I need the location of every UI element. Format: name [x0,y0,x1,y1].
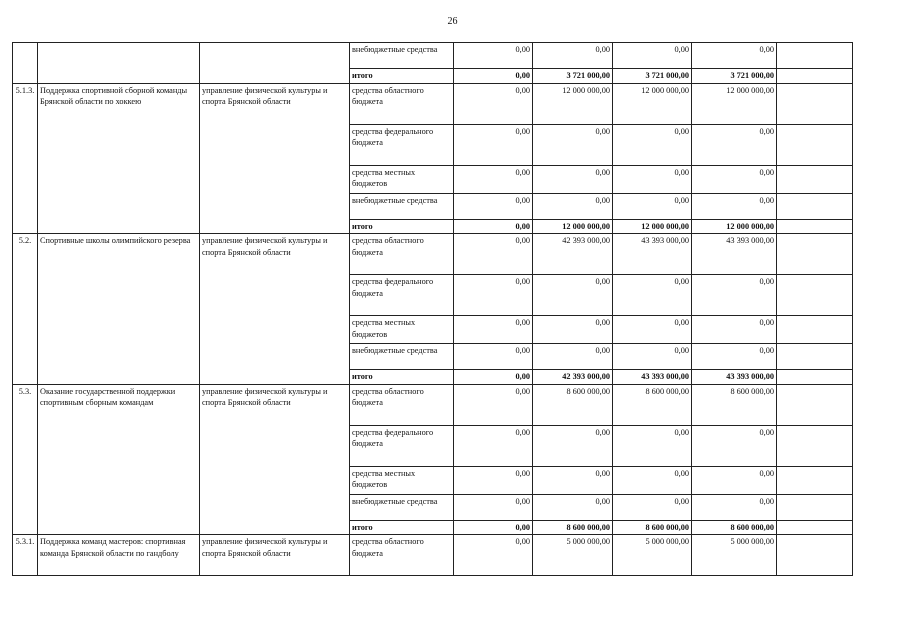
page-number: 26 [447,16,458,27]
empty-cell [777,83,853,124]
amount-cell-1: 0,00 [454,520,533,535]
amount-cell-2: 12 000 000,00 [533,83,613,124]
amount-cell-2: 0,00 [533,165,613,193]
amount-cell-1: 0,00 [454,384,533,425]
funding-source: средства федерального бюджета [350,275,454,316]
amount-cell-1: 0,00 [454,43,533,69]
amount-cell-4: 0,00 [692,494,777,520]
amount-cell-1: 0,00 [454,316,533,344]
amount-cell-4: 0,00 [692,316,777,344]
amount-cell-4: 8 600 000,00 [692,520,777,535]
item-code: 5.3.1. [13,535,38,576]
amount-cell-3: 0,00 [613,275,692,316]
amount-cell-4: 0,00 [692,193,777,219]
empty-cell [777,494,853,520]
amount-cell-2: 12 000 000,00 [533,219,613,234]
amount-cell-4: 0,00 [692,275,777,316]
amount-cell-3: 5 000 000,00 [613,535,692,576]
amount-cell-1: 0,00 [454,69,533,84]
amount-cell-3: 0,00 [613,124,692,165]
item-name: Спортивные школы олимпийского резерва [38,234,200,385]
amount-cell-3: 3 721 000,00 [613,69,692,84]
item-code: 5.1.3. [13,83,38,234]
funding-source: итого [350,219,454,234]
empty-cell [777,69,853,84]
funding-source: внебюджетные средства [350,193,454,219]
empty-cell [777,43,853,69]
amount-cell-2: 8 600 000,00 [533,520,613,535]
amount-cell-1: 0,00 [454,83,533,124]
amount-cell-2: 8 600 000,00 [533,384,613,425]
amount-cell-1: 0,00 [454,275,533,316]
amount-cell-3: 8 600 000,00 [613,384,692,425]
amount-cell-1: 0,00 [454,425,533,466]
empty-cell [777,425,853,466]
empty-cell [777,193,853,219]
amount-cell-2: 0,00 [533,43,613,69]
amount-cell-2: 0,00 [533,466,613,494]
empty-cell [777,316,853,344]
funding-source: внебюджетные средства [350,344,454,370]
empty-cell [777,384,853,425]
item-executor: управление физической культуры и спорта Брянской области [200,234,350,385]
amount-cell-2: 42 393 000,00 [533,234,613,275]
amount-cell-3: 0,00 [613,344,692,370]
amount-cell-3: 0,00 [613,494,692,520]
amount-cell-4: 8 600 000,00 [692,384,777,425]
amount-cell-2: 0,00 [533,193,613,219]
amount-cell-3: 0,00 [613,43,692,69]
amount-cell-4: 0,00 [692,165,777,193]
amount-cell-1: 0,00 [454,344,533,370]
amount-cell-2: 0,00 [533,275,613,316]
funding-source: средства областного бюджета [350,83,454,124]
amount-cell-2: 0,00 [533,425,613,466]
item-name: Поддержка команд мастеров: спортивная команда Брянской области по гандболу [38,535,200,576]
amount-cell-3: 0,00 [613,466,692,494]
amount-cell-1: 0,00 [454,165,533,193]
amount-cell-1: 0,00 [454,234,533,275]
funding-source: средства местных бюджетов [350,466,454,494]
amount-cell-2: 0,00 [533,124,613,165]
amount-cell-4: 0,00 [692,466,777,494]
amount-cell-4: 5 000 000,00 [692,535,777,576]
item-name: Поддержка спортивной сборной команды Брянской области по хоккею [38,83,200,234]
table-row [13,384,853,425]
amount-cell-3: 43 393 000,00 [613,370,692,385]
budget-table-body [13,43,853,576]
item-executor: управление физической культуры и спорта Брянской области [200,83,350,234]
amount-cell-4: 0,00 [692,425,777,466]
funding-source: средства областного бюджета [350,535,454,576]
funding-source: средства областного бюджета [350,384,454,425]
amount-cell-4: 43 393 000,00 [692,370,777,385]
empty-cell [777,219,853,234]
amount-cell-4: 0,00 [692,43,777,69]
amount-cell-2: 5 000 000,00 [533,535,613,576]
amount-cell-4: 12 000 000,00 [692,219,777,234]
amount-cell-3: 0,00 [613,316,692,344]
funding-source: средства местных бюджетов [350,165,454,193]
amount-cell-1: 0,00 [454,219,533,234]
amount-cell-3: 8 600 000,00 [613,520,692,535]
amount-cell-1: 0,00 [454,193,533,219]
amount-cell-2: 42 393 000,00 [533,370,613,385]
empty-cell [777,165,853,193]
amount-cell-4: 3 721 000,00 [692,69,777,84]
amount-cell-3: 43 393 000,00 [613,234,692,275]
empty-cell [777,124,853,165]
amount-cell-2: 0,00 [533,316,613,344]
item-code: 5.2. [13,234,38,385]
empty-cell [777,234,853,275]
amount-cell-4: 0,00 [692,344,777,370]
amount-cell-1: 0,00 [454,494,533,520]
amount-cell-3: 12 000 000,00 [613,83,692,124]
amount-cell-2: 0,00 [533,494,613,520]
amount-cell-3: 0,00 [613,165,692,193]
empty-cell [777,370,853,385]
amount-cell-1: 0,00 [454,124,533,165]
funding-source: внебюджетные средства [350,43,454,69]
amount-cell-1: 0,00 [454,370,533,385]
empty-cell [777,344,853,370]
table-row [13,535,853,576]
funding-source: средства федерального бюджета [350,124,454,165]
item-name: Оказание государственной поддержки спортивным сборным командам [38,384,200,535]
empty-cell [777,535,853,576]
amount-cell-4: 12 000 000,00 [692,83,777,124]
item-executor: управление физической культуры и спорта Брянской области [200,535,350,576]
funding-source: внебюджетные средства [350,494,454,520]
amount-cell-4: 43 393 000,00 [692,234,777,275]
table-row [13,234,853,275]
amount-cell-3: 0,00 [613,193,692,219]
budget-table [12,42,853,576]
funding-source: средства федерального бюджета [350,425,454,466]
item-executor [200,43,350,84]
amount-cell-1: 0,00 [454,466,533,494]
empty-cell [777,520,853,535]
amount-cell-4: 0,00 [692,124,777,165]
item-executor: управление физической культуры и спорта Брянской области [200,384,350,535]
item-code [13,43,38,84]
funding-source: итого [350,370,454,385]
empty-cell [777,275,853,316]
table-row [13,43,853,69]
amount-cell-2: 0,00 [533,344,613,370]
funding-source: средства местных бюджетов [350,316,454,344]
empty-cell [777,466,853,494]
amount-cell-2: 3 721 000,00 [533,69,613,84]
item-name [38,43,200,84]
funding-source: средства областного бюджета [350,234,454,275]
funding-source: итого [350,69,454,84]
funding-source: итого [350,520,454,535]
amount-cell-3: 0,00 [613,425,692,466]
table-row [13,83,853,124]
amount-cell-3: 12 000 000,00 [613,219,692,234]
item-code: 5.3. [13,384,38,535]
amount-cell-1: 0,00 [454,535,533,576]
